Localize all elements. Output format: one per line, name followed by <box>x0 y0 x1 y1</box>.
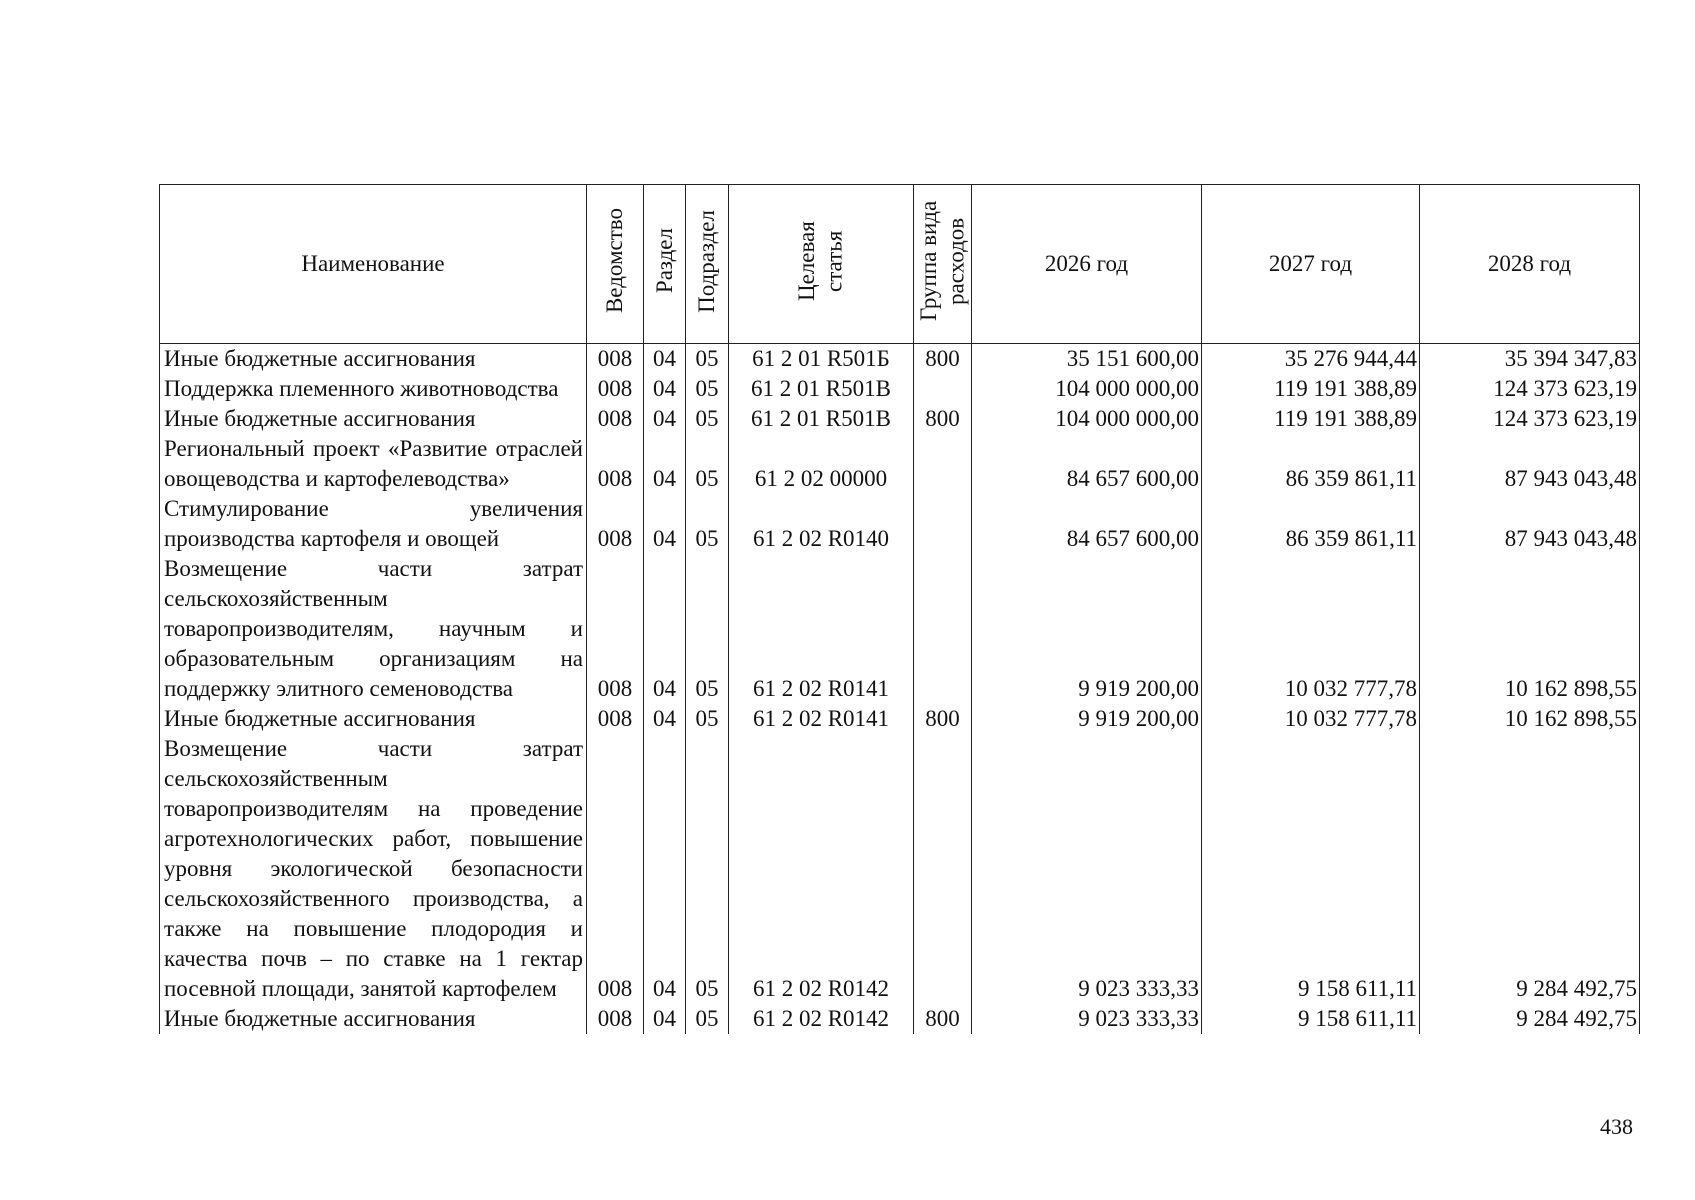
row-name: Иные бюджетные ассигнования <box>160 1004 587 1034</box>
row-podrazdel: 05 <box>686 554 729 704</box>
table-row <box>160 734 1640 1004</box>
row-podrazdel: 05 <box>686 434 729 494</box>
row-amount-2027: 119 191 388,89 <box>1202 374 1420 404</box>
row-razdel: 04 <box>644 704 686 734</box>
row-razdel: 04 <box>644 554 686 704</box>
header-2026-label: 2026 год <box>1044 251 1129 276</box>
header-podrazdel-label: Подраздел <box>694 209 720 313</box>
row-gruppa: 800 <box>914 344 972 375</box>
row-razdel: 04 <box>644 1004 686 1034</box>
header-name-label: Наименование <box>301 251 445 276</box>
row-celevaya-statya: 61 2 02 R0142 <box>729 1004 914 1034</box>
row-podrazdel: 05 <box>686 374 729 404</box>
row-amount-2028: 35 394 347,83 <box>1420 344 1640 375</box>
table-row <box>160 1004 1640 1034</box>
row-gruppa <box>914 554 972 704</box>
row-name: Иные бюджетные ассигнования <box>160 344 587 375</box>
row-vedomstvo: 008 <box>587 554 644 704</box>
row-name: Поддержка племенного животноводства <box>160 374 587 404</box>
row-vedomstvo: 008 <box>587 704 644 734</box>
row-gruppa <box>914 494 972 554</box>
header-gruppa <box>914 185 972 344</box>
row-vedomstvo: 008 <box>587 344 644 375</box>
table-row <box>160 344 1640 375</box>
row-name: Иные бюджетные ассигнования <box>160 704 587 734</box>
row-amount-2027: 9 158 611,11 <box>1202 734 1420 1004</box>
row-gruppa: 800 <box>914 1004 972 1034</box>
row-celevaya-statya: 61 2 02 R0141 <box>729 704 914 734</box>
row-gruppa <box>914 734 972 1004</box>
header-2028 <box>1420 185 1640 344</box>
row-celevaya-statya: 61 2 01 R501В <box>729 404 914 434</box>
row-razdel: 04 <box>644 734 686 1004</box>
row-name: Иные бюджетные ассигнования <box>160 404 587 434</box>
row-podrazdel: 05 <box>686 704 729 734</box>
row-amount-2027: 86 359 861,11 <box>1202 494 1420 554</box>
row-podrazdel: 05 <box>686 404 729 434</box>
header-razdel-label: Раздел <box>651 228 677 294</box>
table-row <box>160 554 1640 704</box>
row-vedomstvo: 008 <box>587 434 644 494</box>
page-number: 438 <box>1600 1114 1633 1139</box>
row-amount-2028: 124 373 623,19 <box>1420 404 1640 434</box>
row-celevaya-statya: 61 2 02 R0142 <box>729 734 914 1004</box>
row-celevaya-statya: 61 2 01 R501Б <box>729 344 914 375</box>
row-razdel: 04 <box>644 374 686 404</box>
table-body <box>160 344 1640 1035</box>
row-amount-2026: 9 919 200,00 <box>972 704 1202 734</box>
row-name: Возмещение части затрат сельскохозяйственным товаропроизводителям на проведение агротехнологических работ, повышение уровня экологической безопасности сельскохозяйственного производства, а также на повышение плодородия и качества почв – по ставке на 1 гектар посевной площади, занятой картофелем <box>160 734 587 1004</box>
row-celevaya-statya: 61 2 01 R501В <box>729 374 914 404</box>
row-celevaya-statya: 61 2 02 R0141 <box>729 554 914 704</box>
row-amount-2026: 104 000 000,00 <box>972 404 1202 434</box>
row-amount-2026: 9 023 333,33 <box>972 1004 1202 1034</box>
header-name <box>160 185 587 344</box>
row-amount-2026: 84 657 600,00 <box>972 494 1202 554</box>
header-vedomstvo-label: Ведомство <box>602 208 628 314</box>
row-gruppa <box>914 374 972 404</box>
row-celevaya-statya: 61 2 02 00000 <box>729 434 914 494</box>
row-amount-2027: 10 032 777,78 <box>1202 704 1420 734</box>
row-razdel: 04 <box>644 344 686 375</box>
table-row <box>160 404 1640 434</box>
row-vedomstvo: 008 <box>587 374 644 404</box>
table-row <box>160 374 1640 404</box>
row-podrazdel: 05 <box>686 734 729 1004</box>
header-2027-label: 2027 год <box>1268 251 1353 276</box>
row-amount-2027: 35 276 944,44 <box>1202 344 1420 375</box>
row-amount-2028: 9 284 492,75 <box>1420 734 1640 1004</box>
header-2026 <box>972 185 1202 344</box>
row-amount-2028: 9 284 492,75 <box>1420 1004 1640 1034</box>
row-amount-2028: 87 943 043,48 <box>1420 434 1640 494</box>
header-2027 <box>1202 185 1420 344</box>
table-row <box>160 434 1640 494</box>
row-gruppa <box>914 434 972 494</box>
row-amount-2027: 10 032 777,78 <box>1202 554 1420 704</box>
row-amount-2026: 9 919 200,00 <box>972 554 1202 704</box>
table-row <box>160 704 1640 734</box>
row-amount-2028: 124 373 623,19 <box>1420 374 1640 404</box>
header-razdel <box>644 185 686 344</box>
row-name: Региональный проект «Развитие отраслей овощеводства и картофелеводства» <box>160 434 587 494</box>
row-amount-2026: 104 000 000,00 <box>972 374 1202 404</box>
row-razdel: 04 <box>644 434 686 494</box>
header-2028-label: 2028 год <box>1487 251 1572 276</box>
row-vedomstvo: 008 <box>587 494 644 554</box>
header-celevaya-label: Целевая статья <box>794 221 847 301</box>
row-name: Стимулирование увеличения производства картофеля и овощей <box>160 494 587 554</box>
header-gruppa-label: Группа вида расходов <box>915 200 969 322</box>
table-row <box>160 494 1640 554</box>
row-celevaya-statya: 61 2 02 R0140 <box>729 494 914 554</box>
row-razdel: 04 <box>644 494 686 554</box>
row-amount-2027: 86 359 861,11 <box>1202 434 1420 494</box>
row-podrazdel: 05 <box>686 344 729 375</box>
row-amount-2026: 35 151 600,00 <box>972 344 1202 375</box>
header-podrazdel <box>686 185 729 344</box>
row-razdel: 04 <box>644 404 686 434</box>
row-vedomstvo: 008 <box>587 404 644 434</box>
header-vedomstvo <box>587 185 644 344</box>
row-gruppa: 800 <box>914 404 972 434</box>
row-vedomstvo: 008 <box>587 734 644 1004</box>
row-amount-2026: 9 023 333,33 <box>972 734 1202 1004</box>
row-amount-2028: 10 162 898,55 <box>1420 554 1640 704</box>
table-header <box>160 185 1640 344</box>
row-amount-2027: 119 191 388,89 <box>1202 404 1420 434</box>
budget-table <box>159 184 1640 1034</box>
row-amount-2028: 87 943 043,48 <box>1420 494 1640 554</box>
row-amount-2027: 9 158 611,11 <box>1202 1004 1420 1034</box>
row-gruppa: 800 <box>914 704 972 734</box>
row-amount-2028: 10 162 898,55 <box>1420 704 1640 734</box>
row-podrazdel: 05 <box>686 494 729 554</box>
row-vedomstvo: 008 <box>587 1004 644 1034</box>
row-name: Возмещение части затрат сельскохозяйственным товаропроизводителям, научным и образовательным организациям на поддержку элитного семеноводства <box>160 554 587 704</box>
row-podrazdel: 05 <box>686 1004 729 1034</box>
header-celevaya <box>729 185 914 344</box>
row-amount-2026: 84 657 600,00 <box>972 434 1202 494</box>
